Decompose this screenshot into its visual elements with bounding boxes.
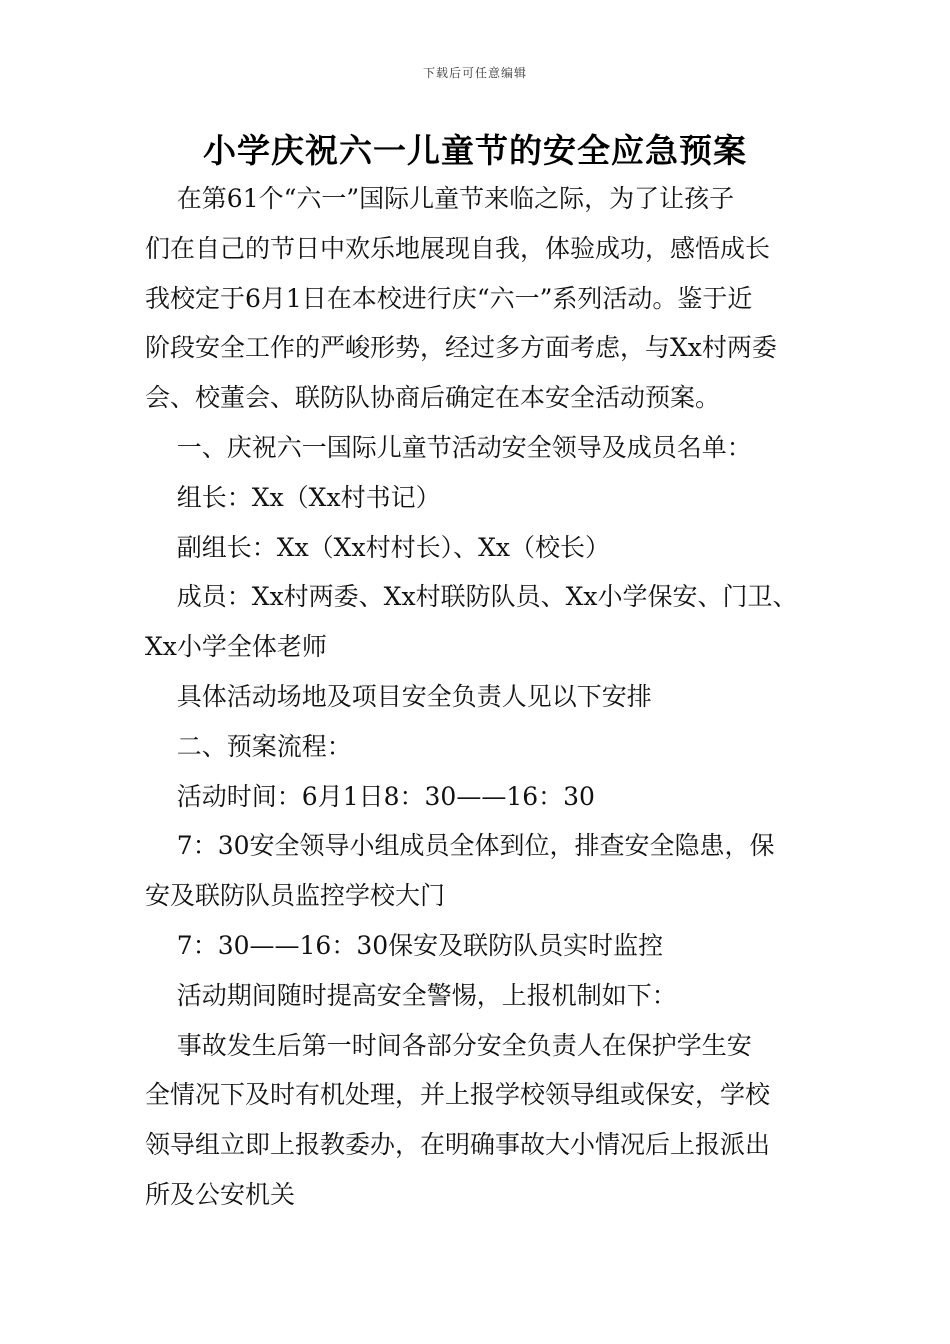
body-line: 全情况下及时有机处理，并上报学校领导组或保安，学校 (145, 1080, 771, 1110)
body-line: 阶段安全工作的严峻形势，经过多方面考虑，与Xx村两委 (145, 333, 777, 363)
body-line: 活动时间：6月1日8：30——16：30 (145, 781, 595, 811)
document-body (145, 174, 815, 1220)
body-line: 活动期间随时提高安全警惕，上报机制如下： (145, 980, 677, 1010)
body-line: 具体活动场地及项目安全负责人见以下安排 (145, 681, 652, 711)
body-line: 组长：Xx（Xx村书记） (145, 482, 441, 512)
body-line: 成员：Xx村两委、Xx村联防队员、Xx小学保安、门卫、 (145, 582, 798, 612)
body-line: 7：30——16：30保安及联防队员实时监控 (145, 930, 664, 960)
page-header-note: 下载后可任意编辑 (422, 66, 527, 80)
body-line: Xx小学全体老师 (145, 632, 327, 662)
body-line: 二、预案流程： (145, 731, 352, 761)
body-line: 事故发生后第一时间各部分安全负责人在保护学生安 (145, 1030, 752, 1060)
body-line: 领导组立即上报教委办，在明确事故大小情况后上报派出 (145, 1130, 771, 1160)
body-line: 会、校董会、联防队协商后确定在本安全活动预案。 (145, 383, 721, 413)
document-title: 小学庆祝六一儿童节的安全应急预案 (203, 131, 747, 170)
body-line: 所及公安机关 (145, 1179, 296, 1209)
body-line: 们在自己的节日中欢乐地展现自我，体验成功，感悟成长 (145, 233, 771, 263)
body-line: 我校定于6月1日在本校进行庆“六一”系列活动。鉴于近 (145, 283, 753, 313)
body-line: 7：30安全领导小组成员全体到位，排查安全隐患，保 (145, 831, 775, 861)
body-line: 一、庆祝六一国际儿童节活动安全领导及成员名单： (145, 432, 752, 462)
body-line: 在第61个“六一”国际儿童节来临之际，为了让孩子 (145, 184, 735, 213)
body-line: 安及联防队员监控学校大门 (145, 881, 446, 911)
body-line: 副组长：Xx（Xx村村长）、Xx（校长） (145, 532, 610, 562)
